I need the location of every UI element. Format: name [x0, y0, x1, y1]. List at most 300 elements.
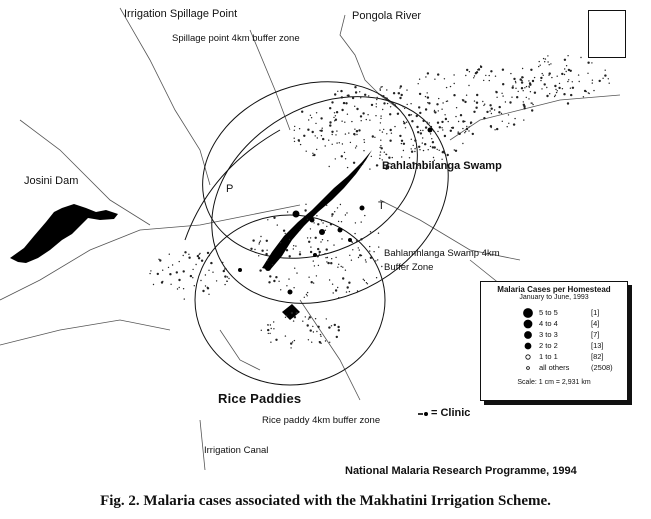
- homestead-dot: [337, 91, 338, 92]
- homestead-dot: [308, 339, 309, 340]
- homestead-dot: [379, 154, 380, 155]
- homestead-dot: [327, 240, 328, 241]
- homestead-dot: [340, 204, 341, 205]
- legend-row-label: 3 to 3: [539, 330, 558, 339]
- homestead-dot: [305, 316, 306, 317]
- homestead-dot: [337, 207, 338, 208]
- homestead-dot: [428, 102, 430, 104]
- homestead-dot: [356, 240, 357, 241]
- label-p-marker: P: [226, 183, 234, 195]
- homestead-dot: [352, 242, 353, 243]
- legend-symbol: [523, 352, 533, 362]
- homestead-dot: [501, 93, 502, 94]
- homestead-dot: [557, 90, 558, 91]
- homestead-dot: [592, 82, 593, 83]
- homestead-dot: [398, 92, 399, 93]
- homestead-dot: [441, 109, 442, 110]
- homestead-dot: [302, 321, 303, 322]
- homestead-dot: [523, 101, 524, 102]
- homestead-dot: [494, 109, 495, 110]
- homestead-dot: [275, 276, 277, 278]
- homestead-dot: [149, 273, 150, 274]
- homestead-dot: [550, 63, 551, 64]
- homestead-dot: [555, 89, 556, 90]
- homestead-dot: [347, 167, 348, 168]
- homestead-dot: [277, 224, 278, 225]
- homestead-dot: [475, 107, 477, 109]
- homestead-dot: [472, 133, 474, 135]
- homestead-dot: [498, 111, 500, 113]
- homestead-dot: [326, 248, 328, 250]
- homestead-dot: [355, 147, 356, 148]
- homestead-dot: [567, 102, 569, 104]
- homestead-dot: [334, 93, 336, 95]
- homestead-dot: [558, 87, 560, 89]
- homestead-dot: [428, 149, 429, 150]
- homestead-dot: [345, 158, 346, 159]
- homestead-dot: [347, 95, 348, 96]
- homestead-dot: [360, 97, 361, 98]
- homestead-dot: [433, 157, 434, 158]
- homestead-dot: [602, 78, 603, 79]
- homestead-dot: [315, 237, 317, 239]
- homestead-dot: [566, 71, 567, 72]
- homestead-dot: [454, 149, 455, 150]
- homestead-dot: [322, 222, 323, 223]
- homestead-dot: [338, 221, 339, 222]
- homestead-dot: [510, 73, 511, 74]
- homestead-dot: [162, 270, 163, 271]
- homestead-dot: [329, 166, 330, 167]
- homestead-dot: [168, 267, 169, 268]
- homestead-dot: [224, 284, 225, 285]
- homestead-dot: [328, 326, 330, 328]
- homestead-dot: [474, 75, 475, 76]
- homestead-dot: [496, 97, 497, 98]
- homestead-dot: [294, 268, 295, 269]
- homestead-dot: [468, 130, 469, 131]
- homestead-dot: [268, 281, 270, 283]
- homestead-dot: [300, 144, 301, 145]
- homestead-dot: [422, 120, 424, 122]
- homestead-dot: [418, 106, 420, 108]
- homestead-dot: [515, 88, 516, 89]
- homestead-dot: [188, 254, 189, 255]
- homestead-dot: [425, 108, 427, 110]
- homestead-dot: [502, 83, 504, 85]
- homestead-dot: [462, 120, 464, 122]
- homestead-dot: [434, 110, 435, 111]
- homestead-dot: [381, 147, 383, 149]
- homestead-dot: [340, 90, 342, 92]
- homestead-dot: [400, 85, 402, 87]
- homestead-dot: [515, 82, 516, 83]
- homestead-dot: [419, 79, 420, 80]
- label-rice-paddies: Rice Paddies: [218, 391, 302, 406]
- homestead-dot: [442, 151, 444, 153]
- homestead-dot: [386, 154, 387, 155]
- homestead-dot: [508, 123, 509, 124]
- legend-symbol: [523, 341, 533, 351]
- homestead-dot: [540, 77, 542, 79]
- homestead-dot: [509, 101, 511, 103]
- homestead-dot: [338, 264, 339, 265]
- homestead-dot: [406, 122, 407, 123]
- homestead-dot: [339, 142, 340, 143]
- homestead-dot: [469, 126, 470, 127]
- homestead-dot: [208, 270, 209, 271]
- homestead-dot: [411, 120, 413, 122]
- legend-row: [481, 340, 627, 351]
- homestead-dot: [345, 102, 347, 104]
- homestead-dot: [261, 250, 263, 252]
- homestead-dot: [375, 260, 376, 261]
- homestead-dot: [511, 97, 512, 98]
- label-swamp: Bahlambilanga Swamp: [382, 160, 502, 172]
- homestead-dot: [401, 94, 403, 96]
- homestead-dot: [290, 342, 292, 344]
- homestead-dot: [270, 324, 271, 325]
- homestead-dot: [540, 65, 541, 66]
- homestead-dot: [499, 106, 501, 108]
- homestead-dot: [561, 73, 563, 75]
- homestead-dot: [444, 135, 446, 137]
- legend-row: [481, 362, 627, 373]
- homestead-dot: [495, 91, 497, 93]
- homestead-dot: [450, 86, 451, 87]
- homestead-dot: [380, 151, 381, 152]
- homestead-dot: [474, 100, 475, 101]
- homestead-dot: [496, 128, 498, 130]
- homestead-dot: [572, 81, 573, 82]
- homestead-dot: [604, 74, 606, 76]
- legend-symbol: [523, 363, 533, 373]
- homestead-dot: [393, 92, 395, 94]
- homestead-dot: [308, 119, 309, 120]
- programme-logo: [588, 10, 626, 58]
- homestead-dot: [312, 326, 313, 327]
- homestead-dot: [197, 255, 199, 257]
- homestead-dot: [296, 312, 298, 314]
- homestead-dot: [310, 237, 311, 238]
- homestead-dot: [362, 164, 363, 165]
- homestead-dot: [538, 66, 539, 67]
- homestead-dot: [207, 252, 209, 254]
- homestead-dot: [382, 131, 383, 132]
- homestead-dot: [314, 265, 315, 266]
- homestead-dot: [554, 85, 556, 87]
- homestead-dot: [427, 92, 428, 93]
- homestead-dot: [543, 58, 544, 59]
- homestead-dot: [389, 113, 391, 115]
- homestead-dot: [384, 152, 385, 153]
- homestead-dot: [377, 259, 378, 260]
- homestead-dot: [394, 126, 395, 127]
- legend-row-count: [7]: [591, 330, 600, 339]
- homestead-dot: [408, 114, 409, 115]
- homestead-dot: [490, 70, 492, 72]
- homestead-dot: [425, 76, 426, 77]
- homestead-dot: [304, 297, 305, 298]
- homestead-dot: [362, 112, 364, 114]
- homestead-dot: [292, 341, 293, 342]
- homestead-dot: [267, 260, 268, 261]
- homestead-dot: [376, 164, 378, 166]
- homestead-dot: [272, 264, 273, 265]
- homestead-dot: [389, 140, 391, 142]
- homestead-dot: [460, 114, 462, 116]
- homestead-dot: [320, 241, 321, 242]
- homestead-dot: [485, 75, 486, 76]
- homestead-dot: [432, 146, 434, 148]
- homestead-dot: [316, 275, 317, 276]
- homestead-dot: [153, 284, 154, 285]
- homestead-dot: [320, 334, 321, 335]
- label-spillage-point: Irrigation Spillage Point: [124, 8, 238, 20]
- homestead-dot: [320, 343, 321, 344]
- homestead-dot: [208, 294, 209, 295]
- homestead-dot: [317, 248, 319, 250]
- homestead-dot: [521, 80, 522, 81]
- homestead-dot: [341, 266, 342, 267]
- homestead-dot: [545, 58, 546, 59]
- homestead-dot: [329, 107, 331, 109]
- homestead-dot: [294, 316, 296, 318]
- homestead-dot: [368, 95, 369, 96]
- homestead-dot: [311, 342, 312, 343]
- legend-scale: Scale: 1 cm = 2,931 km: [517, 379, 591, 386]
- homestead-dot: [455, 116, 456, 117]
- homestead-dot: [331, 258, 332, 259]
- homestead-dot: [376, 277, 377, 278]
- homestead-dot: [326, 226, 327, 227]
- homestead-dot: [317, 223, 319, 225]
- homestead-dot: [367, 283, 368, 284]
- homestead-dot: [305, 204, 306, 205]
- homestead-dot: [466, 126, 467, 127]
- homestead-dot: [376, 99, 377, 100]
- homestead-dot: [386, 97, 388, 99]
- homestead-dot: [222, 262, 223, 263]
- homestead-dot: [338, 297, 339, 298]
- homestead-dot: [549, 64, 550, 65]
- homestead-dot: [547, 55, 548, 56]
- homestead-dot: [534, 92, 536, 94]
- homestead-dot: [549, 93, 550, 94]
- legend-row-label: 5 to 5: [539, 308, 558, 317]
- buffer-zones: [174, 53, 486, 385]
- homestead-dot: [335, 257, 336, 258]
- homestead-dot: [432, 141, 434, 143]
- homestead-dot: [399, 135, 401, 137]
- homestead-dot: [315, 123, 316, 124]
- homestead-dot: [294, 340, 295, 341]
- legend-box: [480, 281, 628, 401]
- homestead-dot: [358, 247, 359, 248]
- homestead-dot: [172, 264, 173, 265]
- homestead-dot: [544, 83, 546, 85]
- homestead-dot: [437, 149, 438, 150]
- homestead-dot: [521, 81, 523, 83]
- homestead-dot: [150, 270, 151, 271]
- homestead-dot: [224, 268, 225, 269]
- homestead-dot: [269, 275, 271, 277]
- homestead-dot: [369, 168, 370, 169]
- homestead-dot: [344, 152, 345, 153]
- homestead-dot: [347, 114, 348, 115]
- homestead-dot: [401, 143, 402, 144]
- homestead-dot: [356, 145, 357, 146]
- homestead-dot: [587, 62, 589, 64]
- homestead-dot: [482, 101, 483, 102]
- homestead-dot: [333, 117, 334, 118]
- homestead-dot: [227, 276, 228, 277]
- homestead-dot: [329, 279, 330, 280]
- homestead-dot: [250, 248, 252, 250]
- homestead-dot: [269, 333, 270, 334]
- homestead-dot: [361, 255, 362, 256]
- homestead-dot: [216, 280, 217, 281]
- homestead-dot: [464, 132, 465, 133]
- homestead-dot: [518, 91, 519, 92]
- homestead-dot: [583, 96, 584, 97]
- homestead-dot: [312, 155, 313, 156]
- homestead-dot: [286, 285, 287, 286]
- homestead-dot: [194, 285, 195, 286]
- homestead-dot: [338, 329, 340, 331]
- homestead-dot: [313, 222, 314, 223]
- label-spillage-buffer: Spillage point 4km buffer zone: [172, 33, 300, 44]
- homestead-dot: [371, 104, 373, 106]
- homestead-dot: [334, 211, 335, 212]
- homestead-dot: [188, 257, 190, 259]
- homestead-dot: [308, 241, 310, 243]
- homestead-dot: [403, 150, 404, 151]
- homestead-dot: [446, 87, 447, 88]
- homestead-dot: [523, 90, 524, 91]
- legend-row: [481, 318, 627, 329]
- homestead-dot: [299, 128, 300, 129]
- homestead-dot: [341, 121, 342, 122]
- homestead-dot: [258, 243, 259, 244]
- legend-symbol: [523, 308, 533, 318]
- label-pongola-river: Pongola River: [352, 10, 422, 22]
- homestead-dot: [270, 342, 271, 343]
- homestead-dot: [433, 131, 434, 132]
- homestead-dot: [343, 102, 345, 104]
- homestead-dot: [183, 255, 184, 256]
- homestead-dot: [465, 131, 466, 132]
- homestead-dot: [515, 81, 516, 82]
- homestead-dot: [369, 246, 370, 247]
- homestead-dot: [364, 142, 365, 143]
- homestead-dot: [332, 134, 333, 135]
- homestead-dot: [200, 280, 201, 281]
- homestead-dot: [605, 70, 606, 71]
- homestead-dot: [361, 120, 362, 121]
- homestead-dot: [591, 62, 592, 63]
- homestead-dot: [315, 318, 316, 319]
- homestead-dot: [542, 73, 543, 74]
- homestead-dot: [348, 282, 350, 284]
- homestead-dot: [336, 130, 337, 131]
- homestead-dot: [414, 151, 415, 152]
- homestead-dot: [184, 251, 186, 253]
- homestead-dot: [333, 292, 334, 293]
- homestead-dot: [266, 240, 268, 242]
- homestead-dot: [335, 134, 336, 135]
- homestead-dot: [223, 270, 225, 272]
- homestead-dot: [350, 142, 351, 143]
- homestead-dot: [356, 134, 357, 135]
- josini-dam-reservoir: [10, 204, 118, 263]
- homestead-dot: [345, 214, 346, 215]
- homestead-dot: [353, 162, 355, 164]
- homestead-dot: [431, 126, 432, 127]
- homestead-dot: [447, 154, 449, 156]
- homestead-dot: [259, 242, 260, 243]
- homestead-dot: [331, 325, 332, 326]
- homestead-dot: [437, 73, 439, 75]
- homestead-dot: [420, 132, 422, 134]
- homestead-dot: [489, 104, 491, 106]
- homestead-dot: [358, 257, 359, 258]
- homestead-dot: [303, 135, 305, 137]
- homestead-dot: [280, 242, 281, 243]
- homestead-dot: [480, 66, 482, 68]
- bahlamhlanga-swamp: [262, 150, 372, 270]
- homestead-dot: [427, 96, 429, 98]
- homestead-dot: [528, 98, 529, 99]
- homestead-dot: [351, 260, 352, 261]
- homestead-dot: [426, 122, 427, 123]
- label-rice-buffer: Rice paddy 4km buffer zone: [262, 415, 381, 426]
- homestead-dot: [508, 114, 509, 115]
- homestead-dot: [404, 108, 405, 109]
- homestead-dot: [331, 213, 333, 215]
- homestead-dot: [391, 133, 392, 134]
- label-josini-dam: Josini Dam: [24, 175, 79, 187]
- legend-row-label: 2 to 2: [539, 341, 558, 350]
- homestead-dot: [425, 126, 427, 128]
- homestead-dot: [380, 140, 381, 141]
- homestead-dot: [526, 97, 527, 98]
- homestead-dot: [317, 137, 318, 138]
- homestead-dot: [310, 246, 311, 247]
- homestead-dot: [572, 87, 574, 89]
- homestead-dot: [316, 149, 317, 150]
- homestead-dot: [608, 78, 609, 79]
- homestead-dot: [416, 126, 418, 128]
- homestead-dot: [192, 277, 193, 278]
- legend-row-count: [82]: [591, 352, 604, 361]
- homestead-dot: [491, 108, 493, 110]
- homestead-dot: [202, 290, 204, 292]
- homestead-dot: [447, 100, 448, 101]
- homestead-dot: [228, 278, 229, 279]
- homestead-dot: [341, 109, 343, 111]
- homestead-dot: [437, 122, 439, 124]
- homestead-dot: [346, 212, 347, 213]
- homestead-dot: [354, 134, 355, 135]
- homestead-dot: [312, 153, 313, 154]
- homestead-dot: [423, 150, 424, 151]
- homestead-dot: [502, 69, 504, 71]
- homestead-dot: [512, 87, 514, 89]
- homestead-dot: [178, 279, 180, 281]
- homestead-dot: [378, 233, 379, 234]
- homestead-dot: [259, 269, 261, 271]
